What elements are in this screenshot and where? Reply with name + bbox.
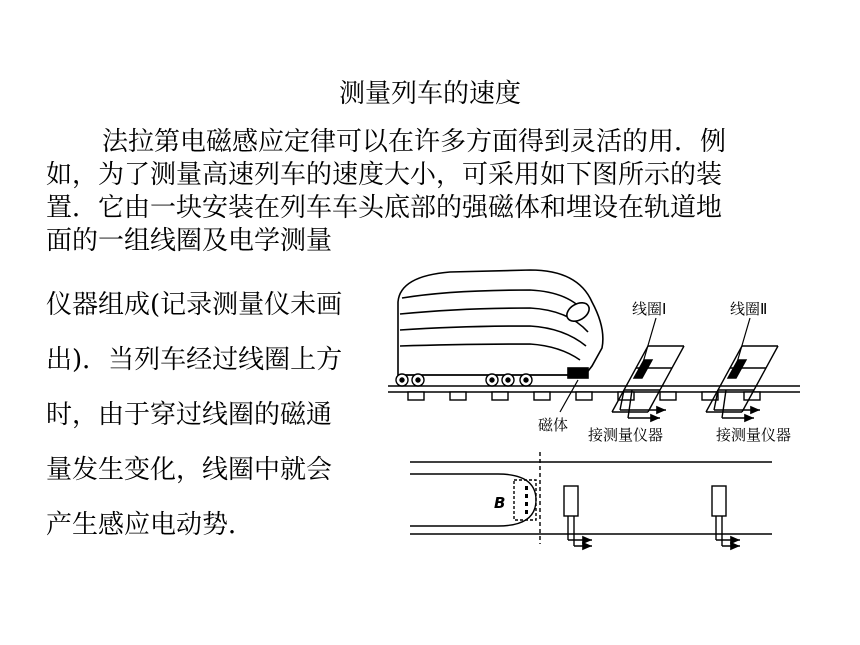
magnet-label: 磁体 bbox=[538, 416, 569, 434]
coil-2-rect bbox=[712, 486, 726, 516]
meter-1-label: 接测量仪器 bbox=[588, 426, 664, 444]
paragraph-line: 置．它由一块安装在列车车头底部的强磁体和埋设在轨道地 bbox=[46, 193, 723, 223]
b-field-label: B bbox=[494, 494, 506, 512]
train-illustration bbox=[388, 270, 800, 400]
paragraph-line: 面的一组线圈及电学测量 bbox=[46, 226, 333, 256]
paragraph-line: 仪器组成(记录测量仪未画 bbox=[46, 290, 343, 320]
coil-1-label: 线圈Ⅰ bbox=[632, 300, 667, 318]
train-measurement-figure bbox=[380, 262, 820, 562]
top-view-schematic bbox=[410, 452, 772, 546]
side-paragraph bbox=[46, 278, 386, 553]
rail-sleepers bbox=[408, 392, 760, 400]
coil-2-label: 线圈Ⅱ bbox=[730, 300, 768, 318]
train-nose-outline bbox=[410, 474, 536, 526]
coil-1-pointer bbox=[642, 318, 656, 366]
paragraph-line: 如，为了测量高速列车的速度大小，可采用如下图所示的装 bbox=[46, 160, 723, 190]
coil-1-ladder bbox=[612, 346, 684, 418]
paragraph-line: 法拉第电磁感应定律可以在许多方面得到灵活的用．例 bbox=[102, 127, 727, 157]
paragraph-line: 产生感应电动势． bbox=[46, 510, 255, 540]
coil-2-pointer bbox=[736, 318, 750, 366]
page-title: 测量列车的速度 bbox=[338, 79, 521, 109]
paragraph-line: 量发生变化，线圈中就会 bbox=[46, 455, 333, 485]
coil-1-rect bbox=[564, 486, 578, 516]
meter-2-label: 接测量仪器 bbox=[716, 426, 792, 444]
field-dots bbox=[525, 486, 528, 514]
magnet-pointer bbox=[560, 380, 578, 412]
train-body bbox=[398, 270, 603, 375]
intro-paragraph bbox=[46, 126, 806, 258]
magnet-block bbox=[568, 368, 588, 378]
paragraph-line: 出)．当列车经过线圈上方 bbox=[46, 345, 343, 375]
paragraph-line: 时，由于穿过线圈的磁通 bbox=[46, 400, 333, 430]
coil-2-ladder bbox=[706, 346, 778, 418]
